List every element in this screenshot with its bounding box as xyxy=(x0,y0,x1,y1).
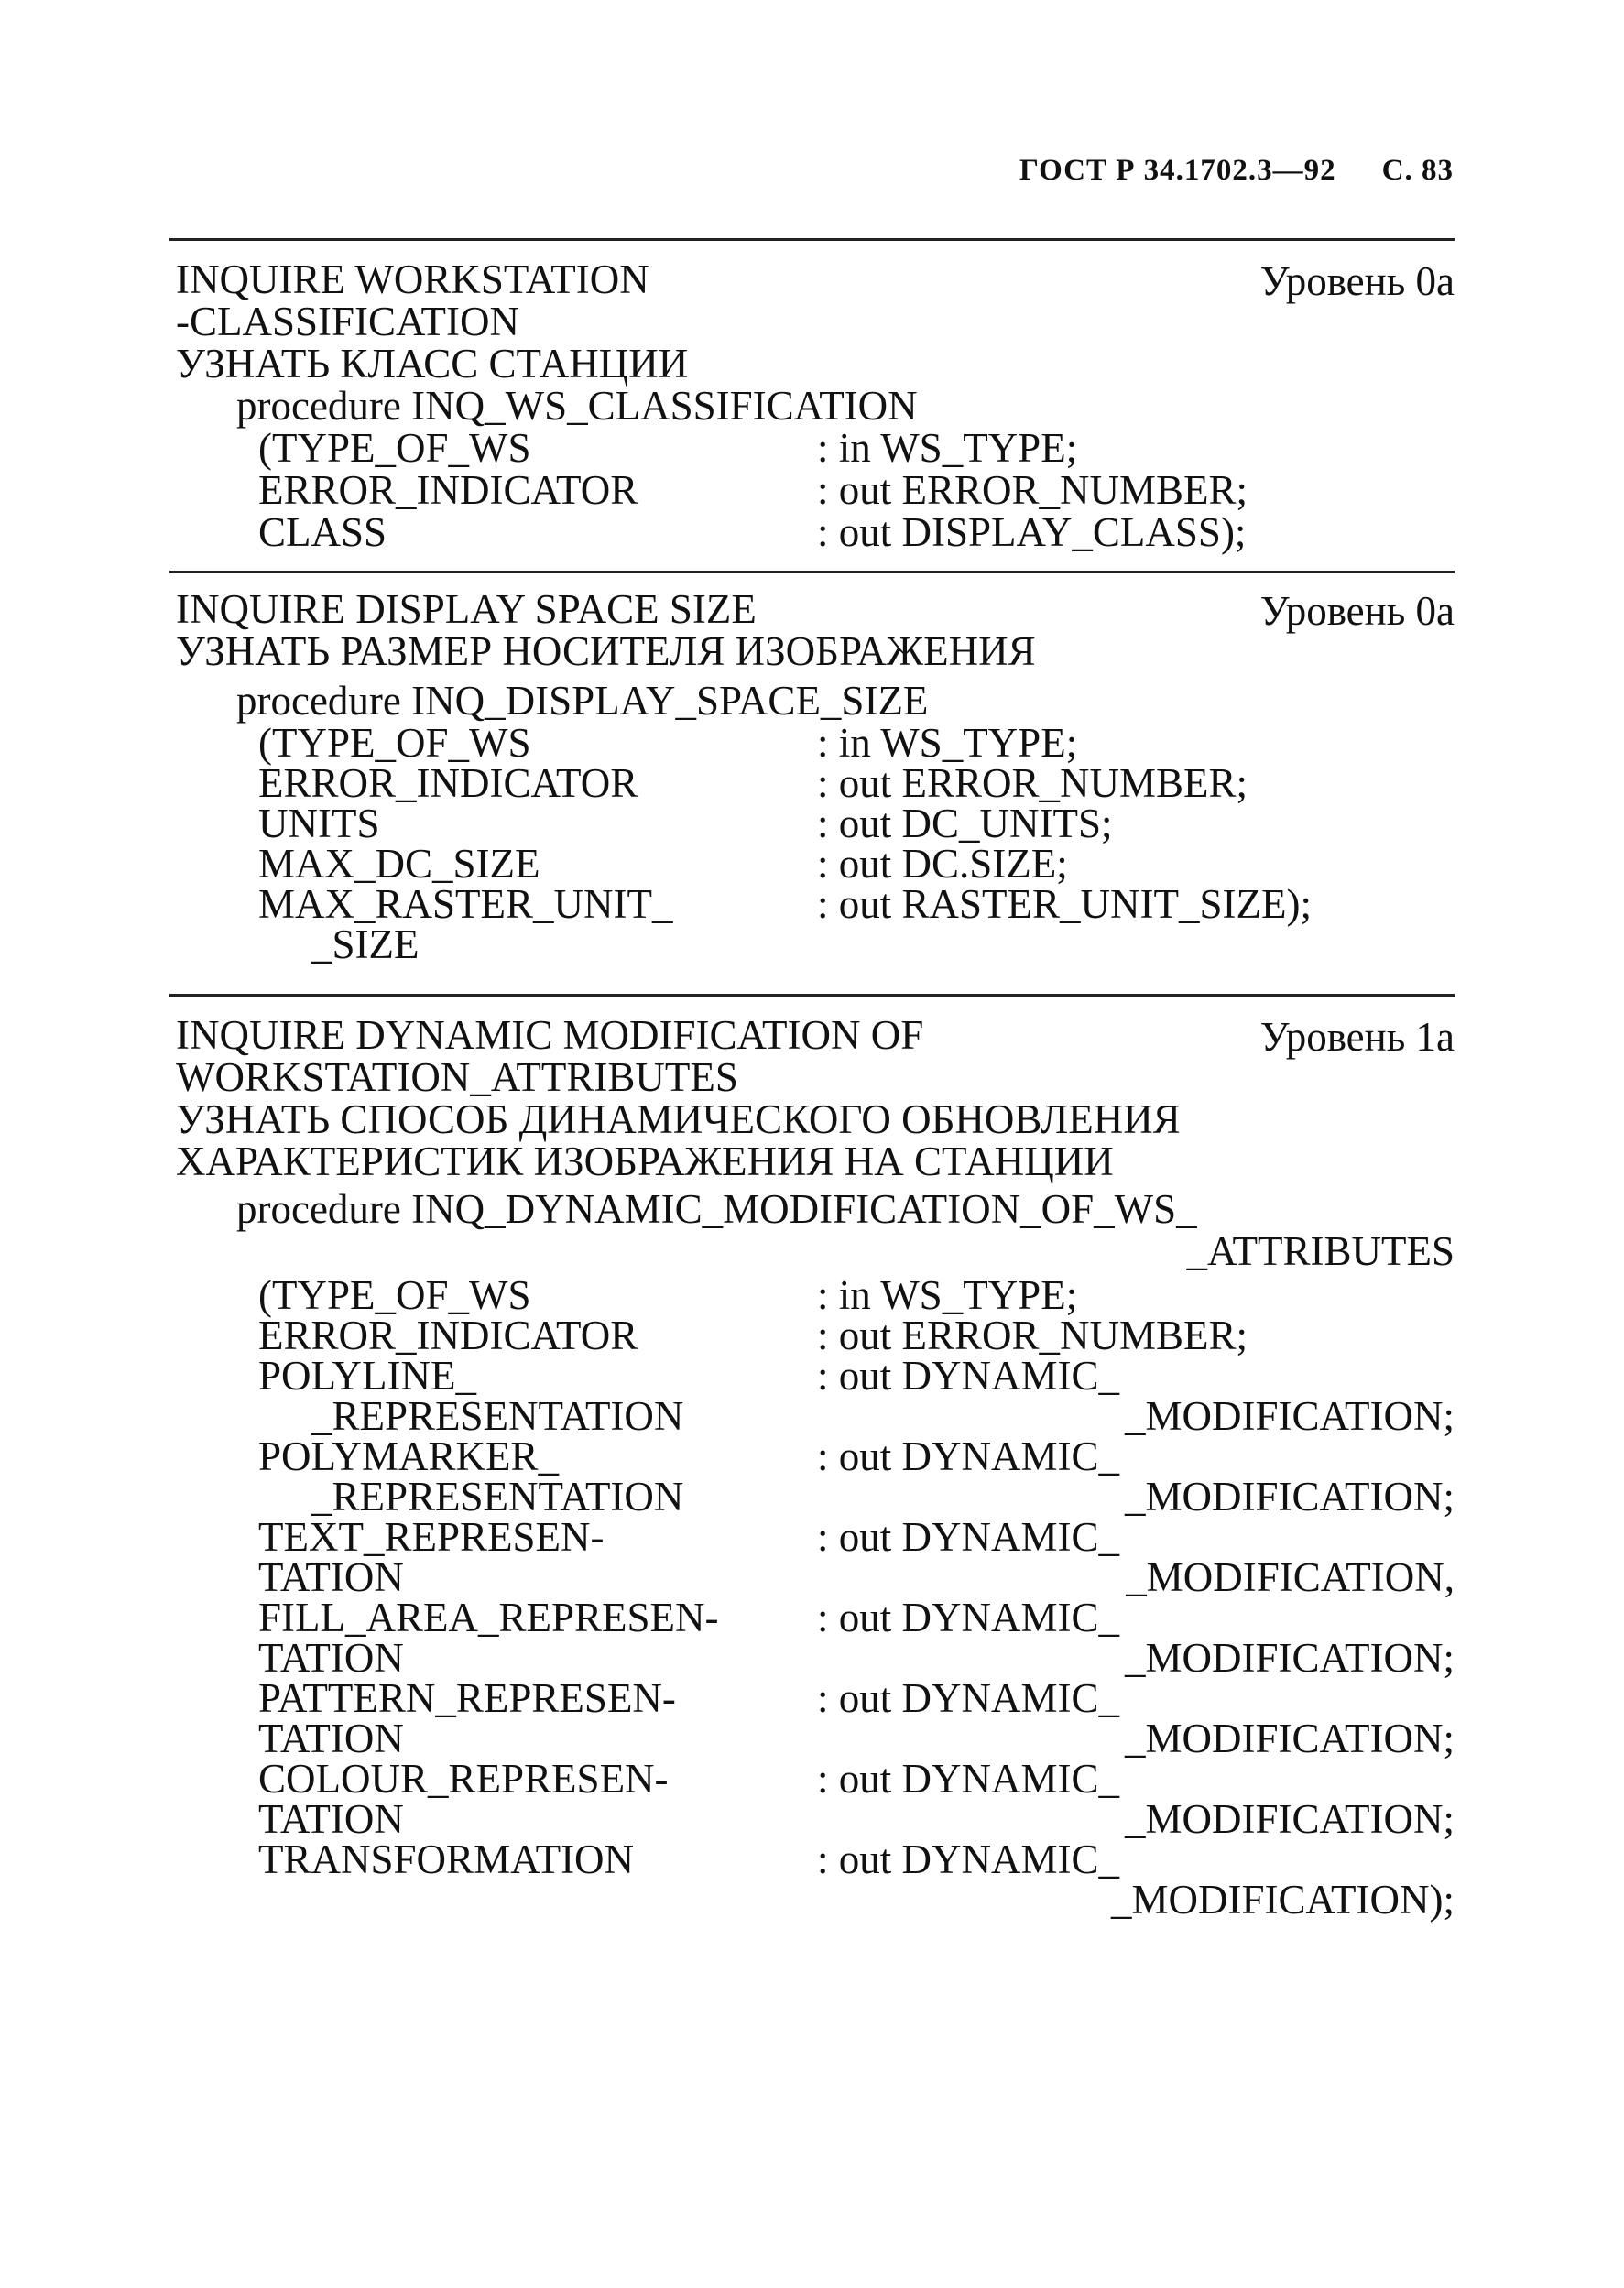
param-name: MAX_RASTER_UNIT_ xyxy=(258,881,673,927)
section-divider xyxy=(169,571,1455,573)
level-label: Уровень 1а xyxy=(1259,1014,1455,1060)
section-title: INQUIRE DYNAMIC MODIFICATION OF xyxy=(176,1012,924,1058)
param-type: : out DYNAMIC_ xyxy=(817,1433,1120,1479)
param-type: : in WS_TYPE; xyxy=(817,425,1078,471)
param-name: ERROR_INDICATOR xyxy=(258,760,638,806)
param-type: : in WS_TYPE; xyxy=(817,720,1078,766)
param-name: (TYPE_OF_WS xyxy=(258,1272,531,1318)
section-inquire-ws-classification xyxy=(176,256,1455,561)
param-name: POLYLINE_ xyxy=(258,1353,476,1399)
param-name-continuation: TATION xyxy=(258,1554,404,1600)
procedure-signature: procedure INQ_DISPLAY_SPACE_SIZE xyxy=(236,678,929,724)
param-name-continuation: _REPRESENTATION xyxy=(311,1393,684,1439)
param-type: : out RASTER_UNIT_SIZE); xyxy=(817,881,1312,927)
param-name: POLYMARKER_ xyxy=(258,1433,560,1479)
level-label: Уровень 0а xyxy=(1259,258,1455,304)
param-type: : out DYNAMIC_ xyxy=(817,1756,1120,1802)
param-type: : out ERROR_NUMBER; xyxy=(817,1313,1248,1358)
param-name: ERROR_INDICATOR xyxy=(258,1313,638,1358)
param-name-continuation: TATION xyxy=(258,1716,404,1761)
section-inquire-dynamic-modification xyxy=(176,1012,1455,1923)
param-name: (TYPE_OF_WS xyxy=(258,425,531,471)
param-name: MAX_DC_SIZE xyxy=(258,841,540,887)
section-divider xyxy=(169,994,1455,997)
param-name: (TYPE_OF_WS xyxy=(258,720,531,766)
page-number: С. 83 xyxy=(1381,154,1454,187)
russian-title: УЗНАТЬ СПОСОБ ДИНАМИЧЕСКОГО ОБНОВЛЕНИЯ xyxy=(176,1096,1181,1142)
param-name: FILL_AREA_REPRESEN- xyxy=(258,1595,719,1640)
param-type-continuation: _MODIFICATION; xyxy=(1125,1796,1455,1842)
param-type: : out DYNAMIC_ xyxy=(817,1514,1120,1560)
russian-title: УЗНАТЬ РАЗМЕР НОСИТЕЛЯ ИЗОБРАЖЕНИЯ xyxy=(176,628,1036,674)
standard-number: ГОСТ Р 34.1702.3—92 xyxy=(1019,154,1336,187)
russian-title: УЗНАТЬ КЛАСС СТАНЦИИ xyxy=(176,341,689,387)
param-type-continuation: _MODIFICATION; xyxy=(1125,1393,1455,1439)
procedure-signature: procedure INQ_WS_CLASSIFICATION xyxy=(236,383,918,429)
param-name: PATTERN_REPRESEN- xyxy=(258,1675,676,1721)
param-type-continuation: _MODIFICATION; xyxy=(1125,1474,1455,1520)
procedure-signature-continuation: _ATTRIBUTES xyxy=(1186,1228,1455,1274)
section-title-continuation: -CLASSIFICATION xyxy=(176,299,520,344)
section-inquire-display-space-size xyxy=(176,586,1455,974)
section-title: INQUIRE WORKSTATION xyxy=(176,256,649,302)
param-name: UNITS xyxy=(258,801,380,846)
russian-title-continuation: ХАРАКТЕРИСТИК ИЗОБРАЖЕНИЯ НА СТАНЦИИ xyxy=(176,1139,1114,1184)
param-type: : in WS_TYPE; xyxy=(817,1272,1078,1318)
param-type: : out DYNAMIC_ xyxy=(817,1595,1120,1640)
param-type: : out DYNAMIC_ xyxy=(817,1675,1120,1721)
section-divider xyxy=(169,238,1455,241)
param-name: TEXT_REPRESEN- xyxy=(258,1514,605,1560)
param-name: TRANSFORMATION xyxy=(258,1836,635,1882)
procedure-signature: procedure INQ_DYNAMIC_MODIFICATION_OF_WS_ xyxy=(236,1186,1197,1232)
param-name: ERROR_INDICATOR xyxy=(258,467,638,513)
param-type-continuation: _MODIFICATION); xyxy=(1111,1877,1455,1923)
param-type-continuation: _MODIFICATION; xyxy=(1125,1635,1455,1681)
param-type: : out ERROR_NUMBER; xyxy=(817,467,1248,513)
param-name-continuation: _REPRESENTATION xyxy=(311,1474,684,1520)
param-type: : out ERROR_NUMBER; xyxy=(817,760,1248,806)
param-name: COLOUR_REPRESEN- xyxy=(258,1756,669,1802)
param-name: CLASS xyxy=(258,509,387,555)
section-title-continuation: WORKSTATION_ATTRIBUTES xyxy=(176,1054,738,1100)
level-label: Уровень 0а xyxy=(1259,588,1455,634)
param-name-continuation: TATION xyxy=(258,1635,404,1681)
param-name-continuation: _SIZE xyxy=(311,921,420,967)
section-title: INQUIRE DISPLAY SPACE SIZE xyxy=(176,586,757,632)
param-type: : out DISPLAY_CLASS); xyxy=(817,509,1247,555)
param-type-continuation: _MODIFICATION, xyxy=(1126,1554,1455,1600)
param-type-continuation: _MODIFICATION; xyxy=(1125,1716,1455,1761)
param-type: : out DYNAMIC_ xyxy=(817,1836,1120,1882)
param-type: : out DC_UNITS; xyxy=(817,801,1113,846)
param-type: : out DYNAMIC_ xyxy=(817,1353,1120,1399)
param-name-continuation: TATION xyxy=(258,1796,404,1842)
running-head xyxy=(1019,154,1454,188)
param-type: : out DC.SIZE; xyxy=(817,841,1068,887)
